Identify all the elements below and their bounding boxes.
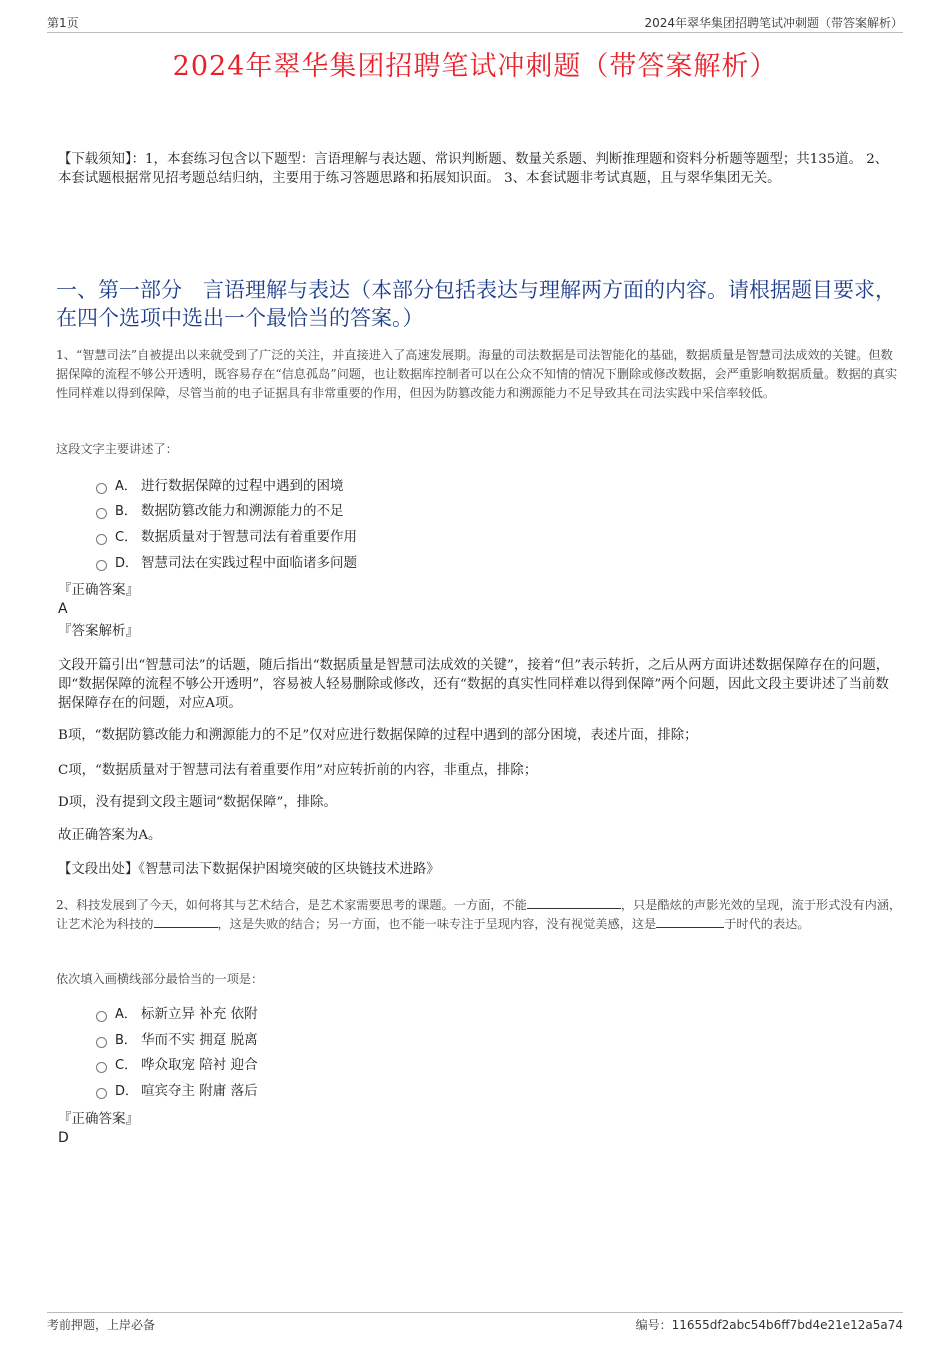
fill-blank-2: [154, 915, 218, 928]
radio-icon[interactable]: [96, 534, 107, 545]
download-notice: 【下载须知】：1，本套练习包含以下题型：言语理解与表达题、常识判断题、数量关系题、判断推理题和资料分析题等题型；共135道。 2、本套试题根据常见招考题总结归纳，主要用于练习答题思路和拓展知识面。 3、本套试题非考试真题，且与翠华集团无关。: [58, 152, 889, 186]
q1-option-c[interactable]: C． 数据质量对于智慧司法有着重要作用: [96, 527, 357, 547]
q1-conclusion: 故正确答案为A。: [58, 828, 162, 843]
question-2-stem: 依次填入画横线部分最恰当的一项是：: [56, 972, 264, 986]
q2-option-c[interactable]: C． 哗众取宠 陪衬 迎合: [96, 1055, 258, 1075]
radio-icon[interactable]: [96, 1011, 107, 1022]
footer-slogan: 考前押题，上岸必备: [47, 1318, 156, 1332]
q1-correct-label: 『正确答案』: [58, 582, 139, 598]
radio-icon[interactable]: [96, 483, 107, 494]
radio-icon[interactable]: [96, 560, 107, 571]
fill-blank-1: [527, 896, 621, 909]
q1-analysis-label: 『答案解析』: [58, 623, 139, 639]
document-title: 2024年翠华集团招聘笔试冲刺题（带答案解析）: [172, 51, 778, 82]
page-number: 第1页: [47, 16, 79, 30]
q1-analysis-d: D项，没有提到文段主题词“数据保障”，排除。: [58, 795, 337, 810]
q1-option-b[interactable]: B． 数据防篡改能力和溯源能力的不足: [96, 501, 344, 521]
q1-source: 【文段出处】《智慧司法下数据保护困境突破的区块链技术进路》: [58, 862, 440, 877]
header-doc-title: 2024年翠华集团招聘笔试冲刺题（带答案解析）: [644, 16, 903, 30]
radio-icon[interactable]: [96, 1088, 107, 1099]
radio-icon[interactable]: [96, 1037, 107, 1048]
radio-icon[interactable]: [96, 1062, 107, 1073]
q2-option-d[interactable]: D． 喧宾夺主 附庸 落后: [96, 1081, 258, 1101]
q2-option-a[interactable]: A． 标新立异 补充 依附: [96, 1004, 258, 1024]
q1-option-a[interactable]: A． 进行数据保障的过程中遇到的困境: [96, 476, 344, 496]
question-1-text: 1、“智慧司法”自被提出以来就受到了广泛的关注，并直接进入了高速发展期。海量的司法数据是司法智能化的基础，数据质量是智慧司法成效的关键。但数据保障的流程不够公开透明，既容易存在“信息孤岛”问题，也让数据库控制者可以在公众不知情的情况下删除或修改数据，会严重影响数据质量。数据的真实性同样难以得到保障，尽管当前的电子证据具有非常重要的作用，但因为防篡改能力和溯源能力不足导致其在司法实践中采信率较低。: [56, 348, 898, 400]
q2-correct-label: 『正确答案』: [58, 1111, 139, 1127]
fill-blank-3: [656, 915, 724, 928]
radio-icon[interactable]: [96, 508, 107, 519]
question-1-stem: 这段文字主要讲述了：: [56, 442, 178, 456]
q1-option-d[interactable]: D． 智慧司法在实践过程中面临诸多问题: [96, 553, 357, 573]
q1-analysis-main: 文段开篇引出“智慧司法”的话题，随后指出“数据质量是智慧司法成效的关键”，接着“但”表示转折，之后从两方面讲述数据保障存在的问题，即“数据保障的流程不够公开透明”，容易被人轻易删除或修改，还有“数据的真实性同样难以得到保障”两个问题，因此文段主要讲述了当前数据保障存在的问题，对应A项。: [58, 658, 890, 711]
q1-answer: A: [58, 601, 68, 617]
question-2-text: 2、科技发展到了今天，如何将其与艺术结合，是艺术家需要思考的课题。一方面，不能 ，只是酷炫的声影光效的呈现，流于形式没有内涵，让艺术沦为科技的 ，这是失败的结合；另一方面，也不能一味专注于呈现内容，没有视觉美感，这是 于时代的表达。: [56, 898, 902, 931]
page-header: [47, 14, 903, 33]
section-heading: 一、第一部分 言语理解与表达（本部分包括表达与理解两方面的内容。请根据题目要求，在四个选项中选出一个最恰当的答案。）: [56, 278, 896, 330]
q2-answer: D: [58, 1130, 69, 1146]
q2-option-b[interactable]: B． 华而不实 拥趸 脱离: [96, 1030, 258, 1050]
footer-doc-id: 编号：11655df2abc54b6ff7bd4e21e12a5a74: [635, 1318, 903, 1332]
q1-analysis-b: B项，“数据防篡改能力和溯源能力的不足”仅对应进行数据保障的过程中遇到的部分困境，表述片面，排除；: [58, 728, 698, 743]
q1-analysis-c: C项，“数据质量对于智慧司法有着重要作用”对应转折前的内容，非重点，排除；: [58, 763, 538, 778]
page-footer: [47, 1312, 903, 1336]
